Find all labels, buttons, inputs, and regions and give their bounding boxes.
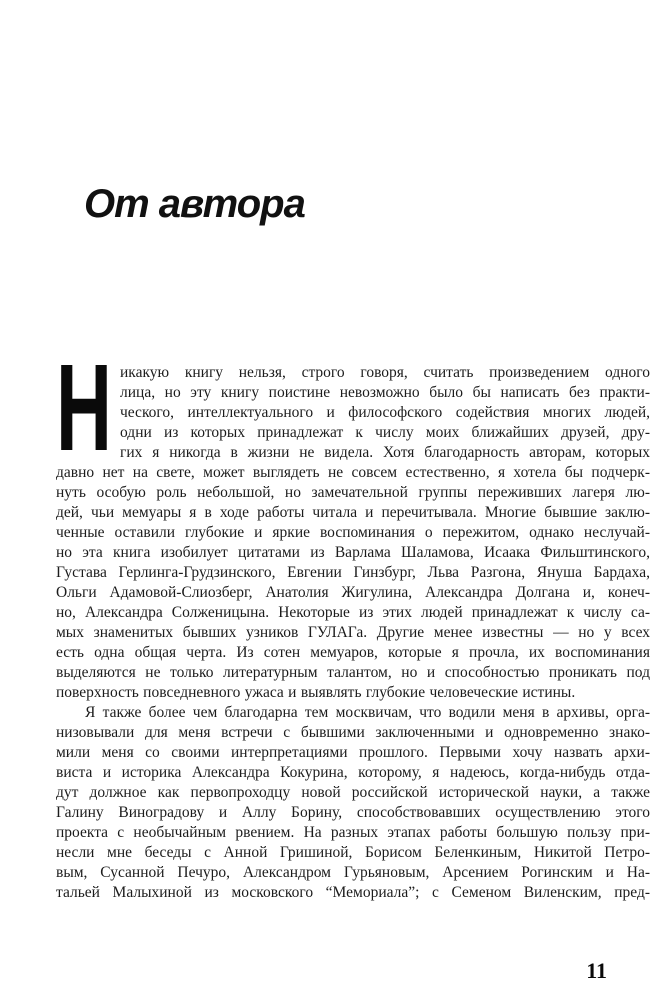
text-line: тальей Малыхиной из московского “Мемориала”; с Семеном Виленским, пред- (56, 884, 650, 901)
text-line: выделяются не только литературным талантом, но и способностью проникать под (56, 664, 650, 681)
text-line: мых знаменитых бывших узников ГУЛАГа. Другие менее известны — но у всех (56, 624, 650, 641)
text-line: вым, Сусанной Печуро, Александром Гурьяновым, Арсением Рогинским и На- (56, 864, 650, 881)
text-line: несли мне беседы с Анной Гришиной, Борисом Беленкиным, Никитой Петро- (56, 844, 650, 861)
chapter-title: От автора (84, 182, 305, 226)
paragraph-1 (56, 340, 650, 703)
text-line: Густава Герлинга-Грудзинского, Евгении Гинзбург, Льва Разгона, Януша Бардаха, (56, 564, 650, 581)
text-line: ческого, интеллектуального и философского содействия многих людей, (120, 404, 650, 421)
text-line: но эта книга изобилует цитатами из Варлама Шаламова, Исаака Фильштинского, (56, 544, 650, 561)
text-line: ченные оставили глубокие и яркие воспоминания о пережитом, однако неслучай- (56, 524, 650, 541)
text-line: но, Александра Солженицына. Некоторые из этих людей принадлежат к числу са- (56, 604, 650, 621)
paragraph-2 (56, 703, 650, 903)
text-line: дут должное как первопроходцу новой российской исторической науки, а также (56, 784, 650, 801)
text-line: Ольги Адамовой-Слиозберг, Анатолия Жигулина, Александра Долгана и, конеч- (56, 584, 650, 601)
text-line: лица, но эту книгу поистине невозможно было бы написать без практи- (120, 384, 650, 401)
body-text (56, 340, 650, 903)
text-line: проекта с необычайным рвением. На разных этапах работы большую пользу при- (56, 824, 650, 841)
text-line: Галину Виноградову и Аллу Борину, способствовавших осуществлению этого (56, 804, 650, 821)
text-line: дей, чьи мемуары я в ходе работы читала и перечитывала. Многие бывшие заклю- (56, 504, 650, 521)
page-number: 11 (586, 958, 607, 983)
text-line: виста и историка Александра Кокурина, которому, я надеюсь, когда-нибудь отда- (56, 764, 650, 781)
text-line: икакую книгу нельзя, строго говоря, считать произведением одного (120, 364, 650, 381)
text-line: есть одна общая черта. Из сотен мемуаров, которые я прочла, их воспоминания (56, 644, 650, 661)
text-line: Я также более чем благодарна тем москвичам, что водили меня в архивы, орга- (85, 704, 650, 721)
drop-cap-letter: Н (56, 340, 112, 477)
text-line: гих я никогда в жизни не видела. Хотя благодарность авторам, которых (120, 444, 650, 461)
text-line: мили меня со своими интерпретациями прошлого. Первыми хочу назвать архи- (56, 744, 650, 761)
text-line: низовывали для меня встречи с бывшими заключенными и одновременно знако- (56, 724, 650, 741)
text-line: давно нет на свете, может выглядеть не совсем естественно, я хотела бы подчерк- (56, 464, 650, 481)
text-line: нуть особую роль небольшой, но замечательной группы переживших лагеря лю- (56, 484, 650, 501)
text-line: поверхность повседневного ужаса и выявлять глубокие человеческие истины. (56, 684, 576, 701)
text-line: одни из которых принадлежат к числу моих ближайших друзей, дру- (120, 424, 650, 441)
